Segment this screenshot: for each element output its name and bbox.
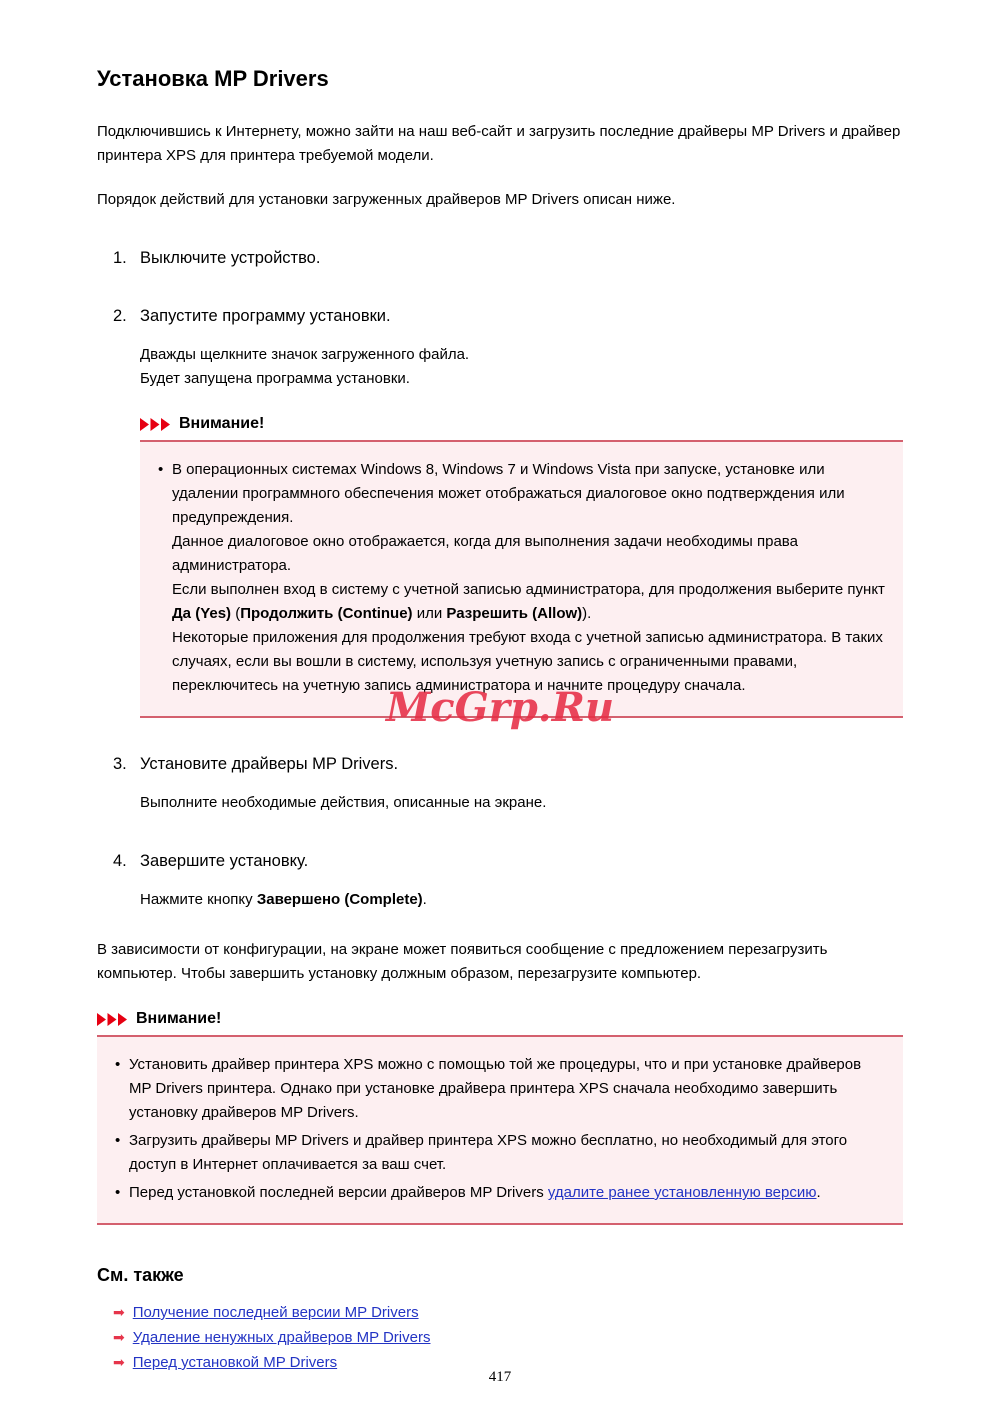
text-segment: . xyxy=(422,891,427,908)
important-box-2 xyxy=(97,1035,903,1225)
text-segment-bold: Завершено (Complete) xyxy=(256,891,423,908)
step-number: 1. xyxy=(113,249,127,267)
see-also-link-get-latest-drivers[interactable]: Получение последней версии MP Drivers xyxy=(132,1304,419,1321)
step-3-body xyxy=(140,791,903,815)
intro-paragraph-1: Подключившись к Интернету, можно зайти на наш веб-сайт и загрузить последние драйверы MP Drivers и драйвер принтера XPS для принтера требуемой модели. xyxy=(97,123,901,164)
important-box-1 xyxy=(140,440,903,718)
see-also-item xyxy=(113,1300,903,1325)
warning-item: • Загрузить драйверы MP Drivers и драйвер принтера XPS можно бесплатно, но необходимый для этого доступ в Интернет оплачивается за ваш счет. xyxy=(113,1129,887,1177)
text-segment: Нажмите кнопку xyxy=(140,891,257,908)
important-header xyxy=(140,415,903,433)
important-chevrons-icon xyxy=(97,1013,128,1026)
step-3-heading xyxy=(113,752,903,776)
step-title: Выключите устройство. xyxy=(140,249,321,267)
arrow-icon: ➡ xyxy=(113,1354,125,1370)
text-segment: . xyxy=(816,1184,821,1201)
see-also-link-before-installing[interactable]: Перед установкой MP Drivers xyxy=(132,1354,338,1371)
text-segment-bold: Продолжить (Continue) xyxy=(240,605,413,622)
intro-paragraph-2: Порядок действий для установки загруженных драйверов MP Drivers описан ниже. xyxy=(97,191,676,208)
important-chevrons-icon xyxy=(140,418,171,431)
text-segment-bold: Разрешить (Allow) xyxy=(446,605,583,622)
see-also-list xyxy=(113,1300,903,1375)
text-segment: ( xyxy=(231,605,241,622)
step-1 xyxy=(113,246,903,270)
text-segment: Перед установкой последней версии драйверов MP Drivers xyxy=(129,1184,548,1201)
step-1-heading xyxy=(113,246,903,270)
warning-text: Некоторые приложения для продолжения требуют входа с учетной записью администратора. В таких случаях, если вы вошли в систему, используя учетную запись с ограниченными правами, переключитесь на учетную запись администратора и начните процедуру сначала. xyxy=(172,629,883,694)
text-segment: или xyxy=(412,605,447,622)
arrow-icon: ➡ xyxy=(113,1304,125,1320)
step-3 xyxy=(113,752,903,815)
step-number: 3. xyxy=(113,755,127,773)
page-title: Установка MP Drivers xyxy=(97,66,329,91)
step-4-body xyxy=(140,888,903,912)
important-label: Внимание! xyxy=(179,415,265,432)
warning-text: • В операционных системах Windows 8, Windows 7 и Windows Vista при запуске, установке или удалении программного обеспечения может отображаться диалоговое окно подтверждения или предупреждения. xyxy=(172,461,845,526)
see-also-item xyxy=(113,1325,903,1350)
step-4-heading xyxy=(113,849,903,873)
watermark: McGrp.Ru xyxy=(385,684,615,731)
text-segment: ). xyxy=(582,605,592,622)
step-number: 4. xyxy=(113,852,127,870)
text-segment: Если выполнен вход в систему с учетной записью администратора, для продолжения выберите пункт xyxy=(172,581,885,598)
step-title: Запустите программу установки. xyxy=(140,307,391,325)
warning-item: • Установить драйвер принтера XPS можно с помощью той же процедуры, что и при установке драйверов MP Drivers принтера. Однако при установке драйвера принтера XPS сначала необходимо завершить установку драйверов MP Drivers. xyxy=(113,1053,887,1125)
step-2 xyxy=(113,304,903,718)
step-2-heading xyxy=(113,304,903,328)
step-number: 2. xyxy=(113,307,127,325)
step-title: Завершите установку. xyxy=(140,852,309,870)
step-instruction: Дважды щелкните значок загруженного файла. xyxy=(140,346,470,363)
step-title: Установите драйверы MP Drivers. xyxy=(140,755,399,773)
warning-item xyxy=(156,458,887,698)
see-also-heading: См. также xyxy=(97,1265,184,1285)
see-also-link-delete-unneeded-drivers[interactable]: Удаление ненужных драйверов MP Drivers xyxy=(132,1329,431,1346)
step-instruction: Будет запущена программа установки. xyxy=(140,370,410,387)
page-number: 417 xyxy=(488,1369,512,1385)
closing-paragraph: В зависимости от конфигурации, на экране может появиться сообщение с предложением перезагрузить компьютер. Чтобы завершить установку должным образом, перезагрузите компьютер. xyxy=(97,941,828,982)
warning-item xyxy=(113,1181,887,1205)
text-segment-bold: Да (Yes) xyxy=(172,605,232,622)
warning-text: Данное диалоговое окно отображается, когда для выполнения задачи необходимы права администратора. xyxy=(172,533,798,574)
important-header xyxy=(97,1010,903,1028)
step-2-body xyxy=(140,343,903,718)
remove-previous-version-link[interactable]: удалите ранее установленную версию xyxy=(547,1184,817,1201)
step-instruction xyxy=(140,888,903,912)
step-4 xyxy=(113,849,903,912)
arrow-icon: ➡ xyxy=(113,1329,125,1345)
warning-text xyxy=(172,578,887,626)
step-instruction: Выполните необходимые действия, описанные на экране. xyxy=(140,794,547,811)
important-label: Внимание! xyxy=(136,1010,222,1027)
